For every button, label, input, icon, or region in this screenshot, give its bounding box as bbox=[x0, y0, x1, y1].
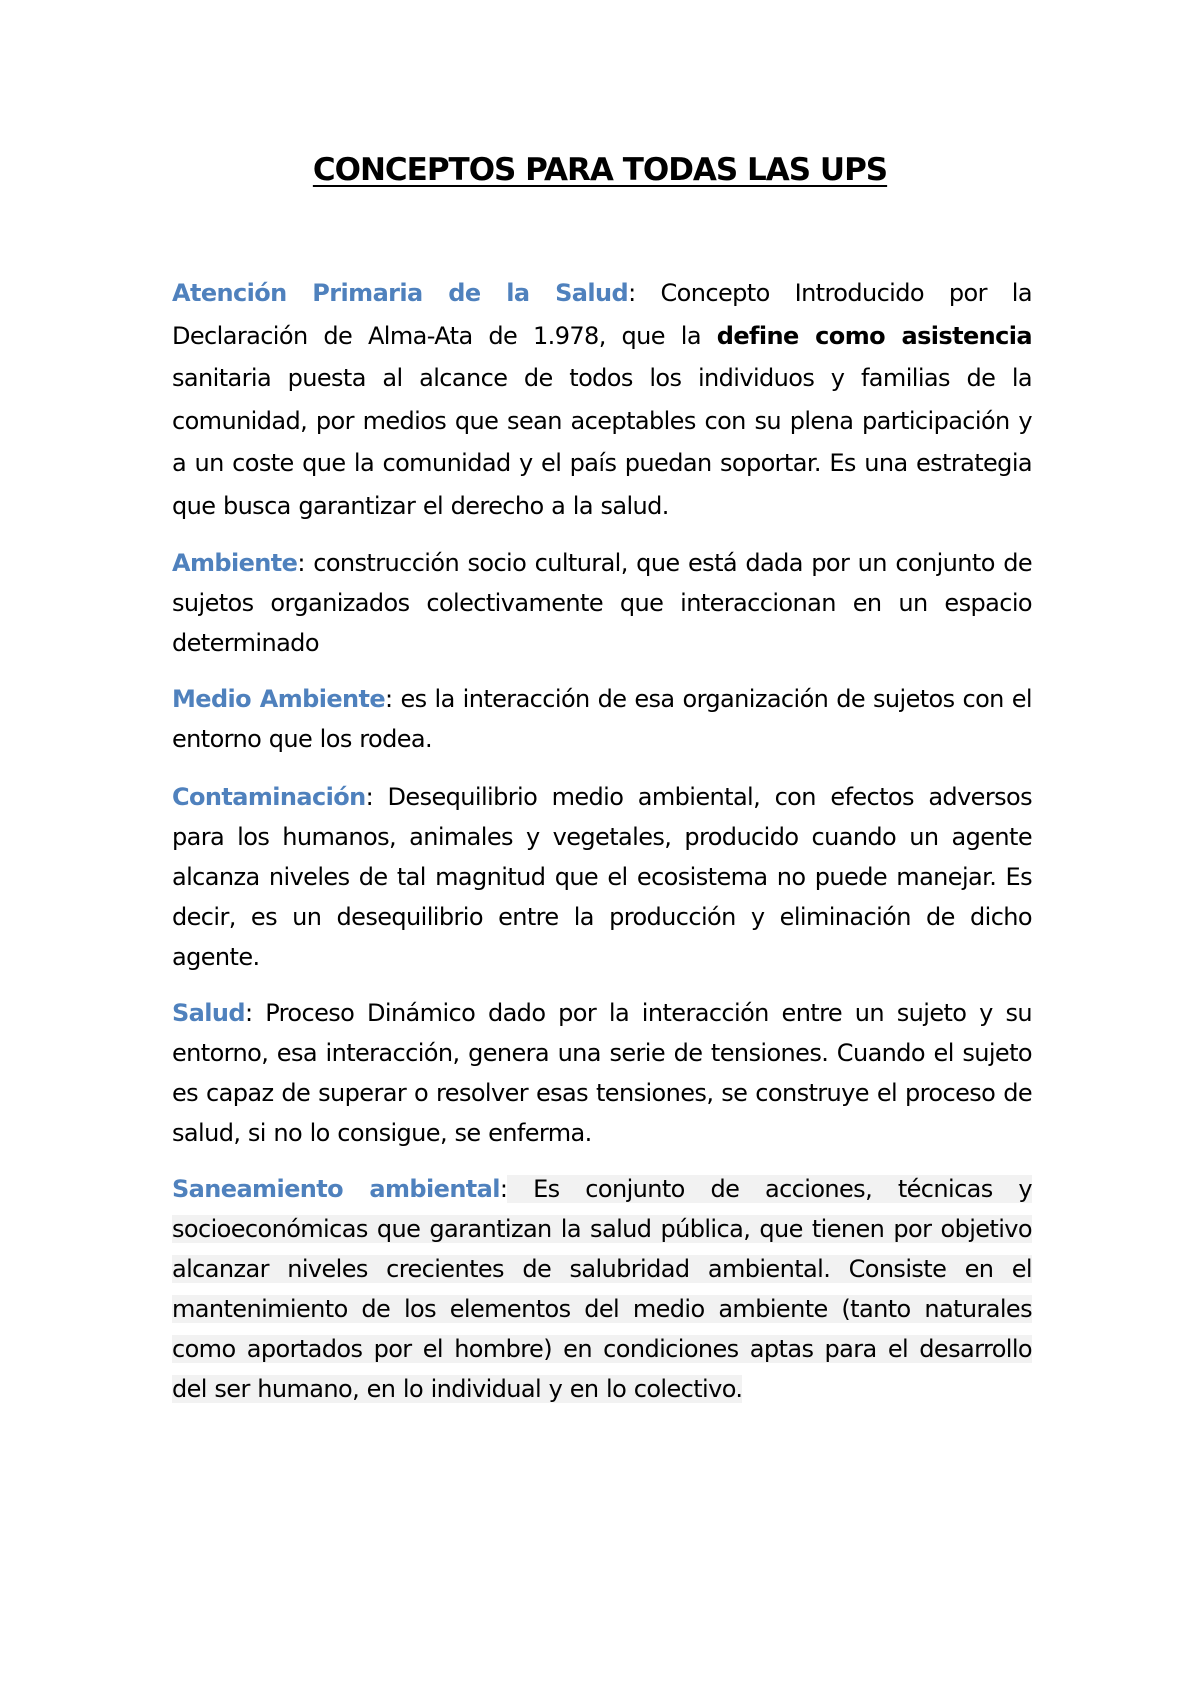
term-label: Salud bbox=[172, 999, 245, 1027]
term-separator: : bbox=[297, 549, 305, 577]
document-body bbox=[172, 272, 1032, 1425]
definition-ambiente bbox=[172, 543, 1032, 663]
definition-text: Concepto Introducido por la Declaración de Alma-Ata de 1.978, que la bbox=[172, 279, 1032, 350]
term-label: Saneamiento ambiental bbox=[172, 1175, 500, 1203]
definition-text: es la interacción de esa organización de sujetos con el entorno que los rodea. bbox=[172, 685, 1032, 753]
definition-text: Desequilibrio medio ambiental, con efectos adversos para los humanos, animales y vegetales, producido cuando un agente alcanza niveles de tal magnitud que el ecosistema no puede manejar. Es decir, es un desequilibrio entre la producción y eliminación de dicho agente. bbox=[172, 783, 1032, 971]
definition-atencion-primaria bbox=[172, 272, 1032, 527]
term-separator: : bbox=[385, 685, 393, 713]
term-label: Atención Primaria de la Salud bbox=[172, 279, 629, 307]
term-label: Ambiente bbox=[172, 549, 298, 577]
definition-contaminacion bbox=[172, 777, 1032, 977]
definition-text: sanitaria puesta al alcance de todos los individuos y familias de la comunidad, por medios que sean aceptables con su plena participación y a un coste que la comunidad y el país puedan soportar. Es una estrategia que busca garantizar el derecho a la salud. bbox=[172, 364, 1032, 520]
term-separator: : bbox=[365, 783, 374, 811]
page-title: CONCEPTOS PARA TODAS LAS UPS bbox=[312, 152, 888, 188]
term-separator: : bbox=[499, 1175, 508, 1203]
term-separator: : bbox=[628, 279, 636, 307]
definition-salud bbox=[172, 993, 1032, 1153]
definition-saneamiento-ambiental bbox=[172, 1169, 1032, 1409]
definition-text: Proceso Dinámico dado por la interacción entre un sujeto y su entorno, esa interacción, genera una serie de tensiones. Cuando el sujeto es capaz de superar o resolver esas tensiones, se construye el proceso de salud, si no lo consigue, se enferma. bbox=[172, 999, 1032, 1147]
term-separator: : bbox=[244, 999, 253, 1027]
term-label: Medio Ambiente bbox=[172, 685, 386, 713]
term-label: Contaminación bbox=[172, 783, 366, 811]
definition-text: construcción socio cultural, que está dada por un conjunto de sujetos organizados colectivamente que interaccionan en un espacio determinado bbox=[172, 549, 1032, 657]
definition-bold-text: define como asistencia bbox=[716, 321, 1032, 350]
definition-medio-ambiente bbox=[172, 679, 1032, 759]
highlighted-definition-text: Es conjunto de acciones, técnicas y socioeconómicas que garantizan la salud pública, que tienen por objetivo alcanzar niveles crecientes de salubridad ambiental. Consiste en el mantenimiento de los elementos del medio ambiente (tanto naturales como aportados por el hombre) en condiciones aptas para el desarrollo del ser humano, en lo individual y en lo colectivo. bbox=[172, 1175, 1032, 1403]
